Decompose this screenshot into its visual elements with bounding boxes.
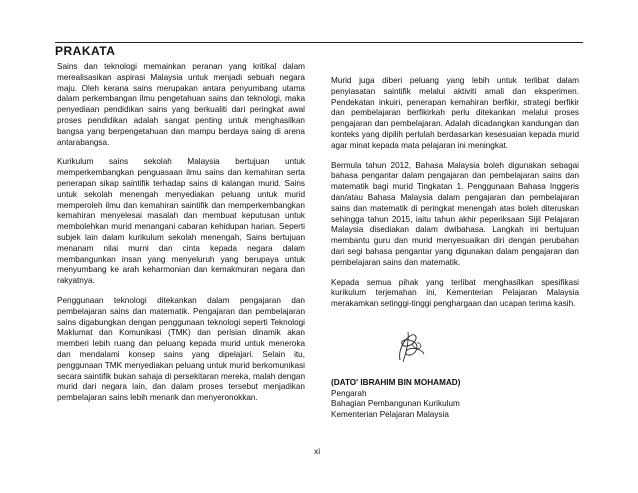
right-column bbox=[331, 76, 579, 319]
signatory-title: Pengarah bbox=[331, 388, 367, 398]
page-number: xi bbox=[314, 446, 321, 456]
left-paragraph-1: Sains dan teknologi memainkan peranan yang kritikal dalam merealisasikan aspirasi Malaysia untuk menjadi sebuah negara maju. Oleh kerana sains merupakan antara penyumbang utama dalam perkembangan ilmu pengetahuan sains dan teknologi, maka penyediaan pendidikan sains yang berkualiti dari peringkat awal proses pendidikan adalah sangat penting untuk menghasilkan bangsa yang berpengetahuan dan mampu berdaya saing di arena antarabangsa. bbox=[57, 62, 305, 147]
signature-image bbox=[390, 330, 430, 364]
right-paragraph-3: Kepada semua pihak yang terlibat menghasilkan spesifikasi kurikulum terjemahan ini, Kementerian Pelajaran Malaysia merakamkan setinggi-tinggi penghargaan dan ucapan terima kasih. bbox=[331, 277, 579, 309]
title-area bbox=[55, 42, 583, 58]
left-paragraph-3: Penggunaan teknologi ditekankan dalam pengajaran dan pembelajaran sains dan matematik. Pengajaran dan pembelajaran sains digabungkan dengan penggunaan teknologi seperti Teknologi Maklumat dan Komunikasi (TMK) dan perisian dinamik akan memberi lebih ruang dan peluang kepada murid untuk meneroka dan mendalami konsep sains yang dipelajari. Selain itu, penggunaan TMK menyediakan peluang untuk murid berkomunikasi secara saintifik bukan sahaja di persekitaran mereka, malah dengan murid dari negara lain, dan dalam proses tersebut menjadikan pembelajaran sains lebih menarik dan menyeronokkan. bbox=[57, 295, 305, 403]
left-paragraph-2: Kurikulum sains sekolah Malaysia bertujuan untuk memperkembangkan penguasaan ilmu sains dan kemahiran serta penerapan sikap saintifik terhadap sains di kalangan murid. Sains untuk sekolah menengah menyediakan peluang untuk murid memperoleh ilmu dan kemahiran saintifik dan memperkembangkan kemahiran menyelesai masalah dan membuat keputusan untuk membolehkan murid menangani cabaran kehidupan harian. Seperti subjek lain dalam kurikulum sekolah menengah, Sains bertujuan menanam nilai murni dan cinta kepada negara dalam membangunkan insan yang menyeluruh yang berupaya untuk menyumbang ke arah keharmonian dan kemakmuran negara dan rakyatnya. bbox=[57, 157, 305, 286]
signatory-name: (DATO' IBRAHIM BIN MOHAMAD) bbox=[331, 378, 461, 387]
signatory-block bbox=[331, 378, 460, 420]
signature-graphic bbox=[390, 330, 430, 364]
signatory-division: Bahagian Pembangunan Kurikulum bbox=[331, 399, 460, 409]
right-paragraph-1: Murid juga diberi peluang yang lebih untuk terlibat dalam penyiasatan saintifik melalui aktiviti amali dan eksperimen. Pendekatan inkuiri, penerapan kemahiran berfikir, strategi berfikir dan pembelajaran berfikirkah perlu ditekankan melalui proses pengajaran dan pembelajaran. Adalah dicadangkan kandungan dan konteks yang dipilih perlulah berdasarkan kesesuaian kepada murid agar minat kepada mata pelajaran ini meningkat. bbox=[331, 76, 579, 150]
right-paragraph-2: Bermula tahun 2012, Bahasa Malaysia boleh digunakan sebagai bahasa pengantar dalam pengajaran dan pembelajaran sains dan matematik bagi murid Tingkatan 1. Penggunaan Bahasa Inggeris dan/atau Bahasa Malaysia dalam pengajaran dan pembelajaran sains dan matematik di peringkat menengah atas boleh diteruskan sehingga tahun 2015, iaitu tahun akhir peperiksaan Sijil Pelajaran Malaysia disediakan dalam dwibahasa. Langkah ini bertujuan membantu guru dan murid menyesuaikan diri dengan perubahan dari segi bahasa pengantar yang digunakan dalam pengajaran dan pembelajaran sains dan matematik. bbox=[331, 160, 579, 267]
page-title: PRAKATA bbox=[55, 44, 116, 58]
left-column bbox=[57, 62, 305, 413]
signatory-ministry: Kementerian Pelajaran Malaysia bbox=[331, 409, 449, 419]
